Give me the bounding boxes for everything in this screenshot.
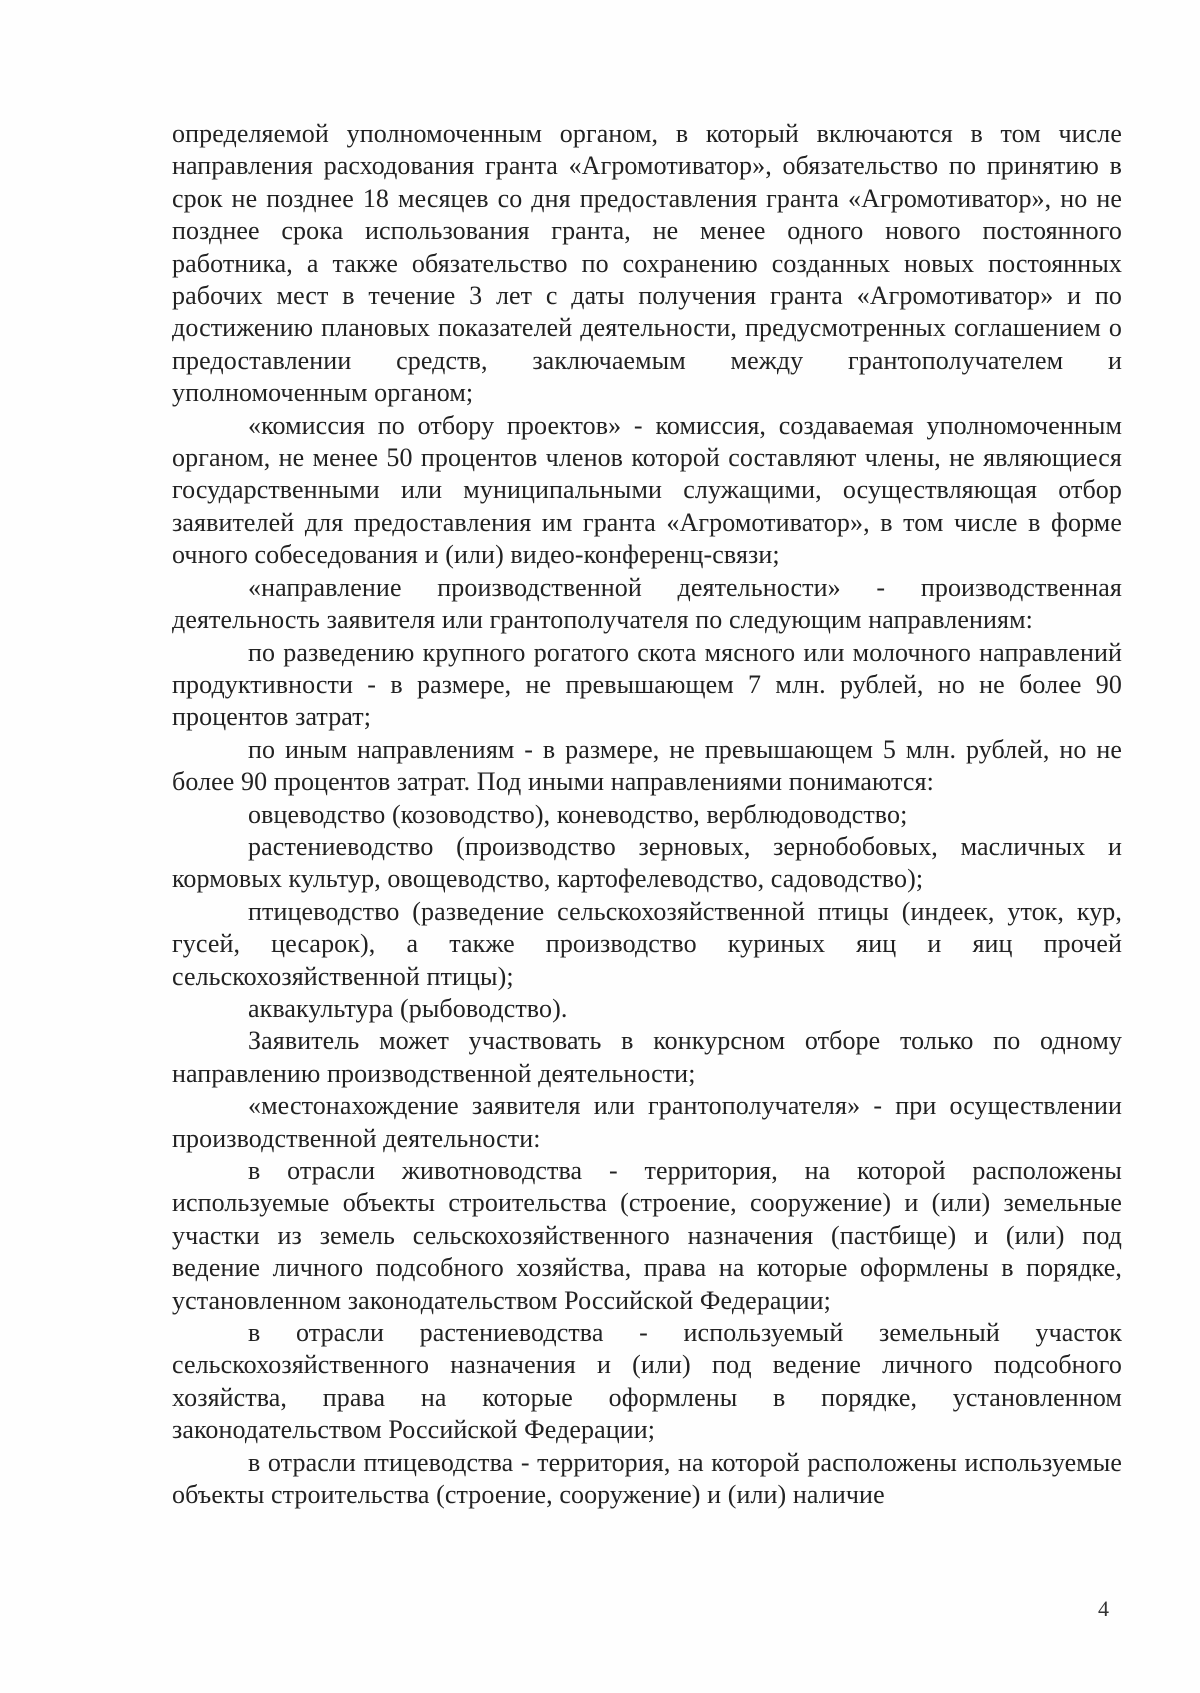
paragraph: аквакультура (рыбоводство). [248,993,568,1023]
paragraph: птицеводство (разведение сельскохозяйственной птицы (индеек, уток, кур, гусей, цесарок), а также производство куриных яиц и яиц прочей сельскохозяйственной птицы); [172,896,1122,991]
paragraph: по разведению крупного рогатого скота мясного или молочного направлений продуктивности - в размере, не превышающем 7 млн. рублей, но не более 90 процентов затрат; [172,637,1122,732]
paragraph: в отрасли животноводства - территория, на которой расположены используемые объекты строительства (строение, сооружение) и (или) земельные участки из земель сельскохозяйственного назначения (пастбище) и (или) под ведение личного подсобного хозяйства, права на которые оформлены в порядке, установленном законодательством Российской Федерации; [172,1156,1122,1315]
paragraph: «местонахождение заявителя или грантополучателя» - при осуществлении производственной деятельности: [172,1091,1122,1153]
paragraph: определяемой уполномоченным органом, в который включаются в том числе направления расходования гранта «Агромотиватор», обязательство по принятию в срок не позднее 18 месяцев со дня предоставления гранта «Агромотиватор», но не позднее срока использования гранта, не менее одного нового постоянного работника, а также обязательство по сохранению созданных новых постоянных рабочих мест в течение 3 лет с даты получения гранта «Агромотиватор» и по достижению плановых показателей деятельности, предусмотренных соглашением о предоставлении средств, заключаемым между грантополучателем и уполномоченным органом; [172,119,1122,408]
paragraph: Заявитель может участвовать в конкурсном отборе только по одному направлению производственной деятельности; [172,1026,1122,1088]
paragraph: в отрасли растениеводства - используемый земельный участок сельскохозяйственного назначения и (или) под ведение личного подсобного хозяйства, права на которые оформлены в порядке, установленном законодательством Российской Федерации; [172,1318,1122,1445]
paragraph: растениеводство (производство зерновых, зернобобовых, масличных и кормовых культур, овощеводство, картофелеводство, садоводство); [172,831,1122,894]
paragraph: в отрасли птицеводства - территория, на которой расположены используемые объекты строительства (строение, сооружение) и (или) наличие [172,1447,1122,1510]
paragraph: овцеводство (козоводство), коневодство, верблюдоводство; [248,799,908,829]
document-body [172,118,1122,1511]
paragraph: «комиссия по отбору проектов» - комиссия, создаваемая уполномоченным органом, не менее 50 процентов членов которой составляют члены, не являющиеся государственными или муниципальными служащими, осуществляющая отбор заявителей для предоставления им гранта «Агромотиватор», в том числе в форме очного собеседования и (или) видео-конференц-связи; [172,410,1122,570]
paragraph: «направление производственной деятельности» - производственная деятельность заявителя или грантополучателя по следующим направлениям: [172,572,1122,635]
paragraph: по иным направлениям - в размере, не превышающем 5 млн. рублей, но не более 90 процентов затрат. Под иными направлениями понимаются: [172,734,1122,797]
page-number: 4 [1098,1596,1109,1621]
